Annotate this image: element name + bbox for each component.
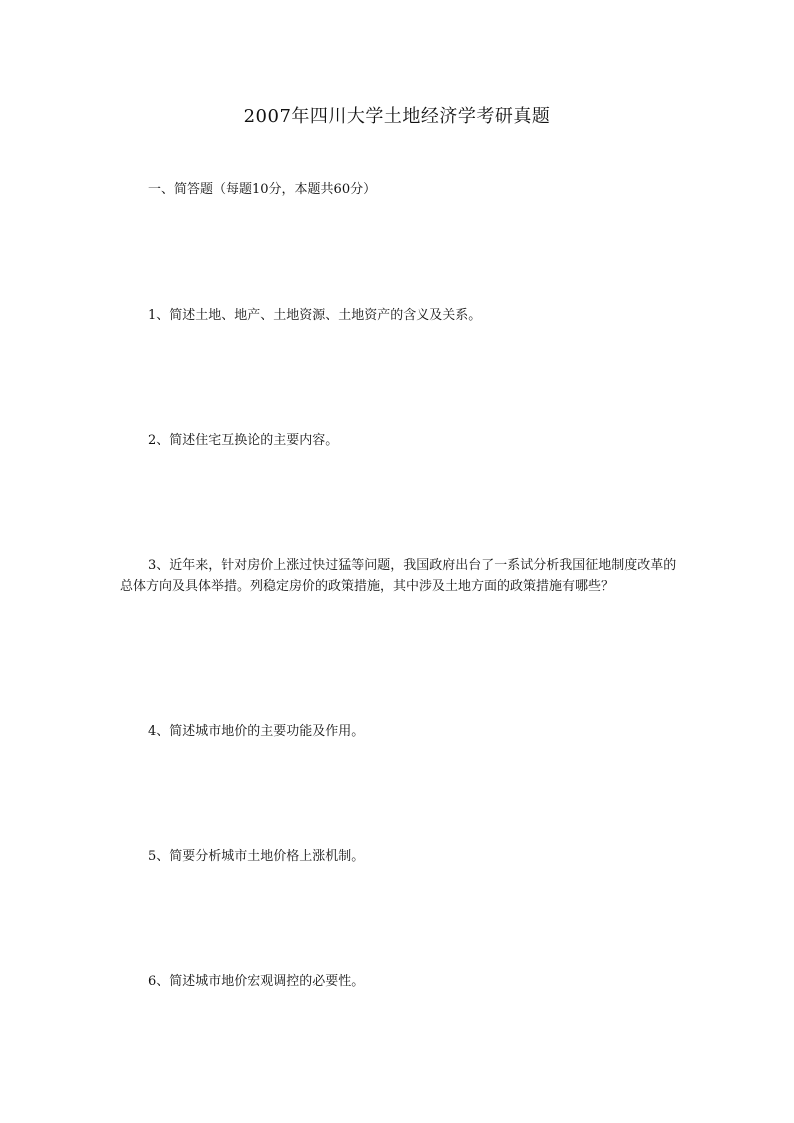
question-4: 4、简述城市地价的主要功能及作用。 — [148, 724, 365, 739]
page-title: 2007年四川大学土地经济学考研真题 — [243, 106, 551, 127]
question-6: 6、简述城市地价宏观调控的必要性。 — [148, 974, 365, 989]
question-5: 5、简要分析城市土地价格上涨机制。 — [148, 849, 365, 864]
question-3: 3、近年来，针对房价上涨过快过猛等问题，我国政府出台了一系试分析我国征地制度改革的总体方向及具体举措。列稳定房价的政策措施，其中涉及土地方面的政策措施有哪些？ — [120, 558, 677, 594]
question-1: 1、简述土地、地产、土地资源、土地资产的含义及关系。 — [148, 308, 482, 323]
section-heading: 一、简答题（每题10分，本题共60分） — [148, 182, 377, 197]
question-2: 2、简述住宅互换论的主要内容。 — [148, 433, 339, 448]
